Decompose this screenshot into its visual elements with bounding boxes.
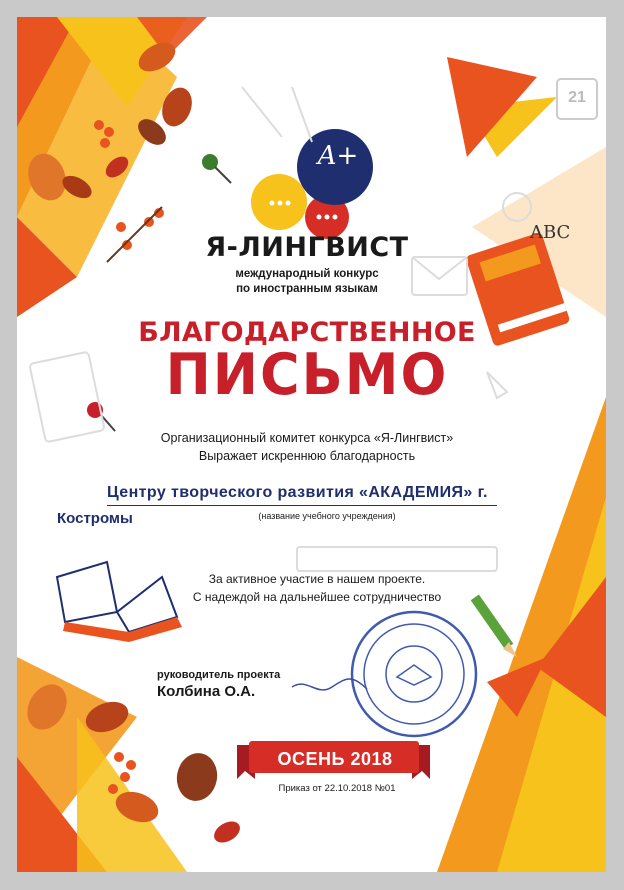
certificate-page [17, 17, 606, 872]
abc-doodle: ABC [530, 222, 571, 243]
logo-subtitle-line2: по иностранным языкам [236, 283, 378, 295]
org-statement [117, 429, 497, 465]
pencil-illustration [471, 595, 517, 657]
recipient-name-continued: Костромы [57, 510, 133, 527]
signer-name: Колбина О.А. [157, 683, 256, 700]
org-line2: Выражает искреннюю благодарность [198, 449, 416, 463]
official-stamp [352, 612, 476, 736]
thanks-text [167, 570, 467, 606]
heading-line1: БЛАГОДАРСТВЕННОЕ [138, 317, 476, 348]
recipient-underline [107, 505, 497, 506]
recipient-caption: (название учебного учреждения) [258, 511, 396, 521]
thanks-line1: За активное участие в нашем проекте. [208, 572, 426, 586]
signature-scribble [292, 679, 367, 690]
logo-subtitle [187, 267, 427, 297]
heading-line2: ПИСЬМО [165, 341, 449, 408]
org-line1: Организационный комитет конкурса «Я-Лингвист» [160, 431, 454, 445]
recipient-name: Центру творческого развития «АКАДЕМИЯ» г. [107, 484, 488, 501]
logo-badge-text: A+ [317, 141, 359, 171]
logo-title: Я-ЛИНГВИСТ [205, 232, 409, 263]
pushpin-green [202, 154, 231, 183]
calendar-day: 21 [568, 89, 586, 106]
signer-role: руководитель проекта [157, 669, 281, 681]
order-reference: Приказ от 22.10.2018 №01 [278, 783, 396, 794]
season-label: ОСЕНЬ 2018 [277, 749, 393, 769]
open-book-illustration [57, 562, 182, 642]
logo-subtitle-line1: международный конкурс [235, 268, 379, 280]
thanks-line2: С надеждой на дальнейшее сотрудничество [192, 590, 442, 604]
